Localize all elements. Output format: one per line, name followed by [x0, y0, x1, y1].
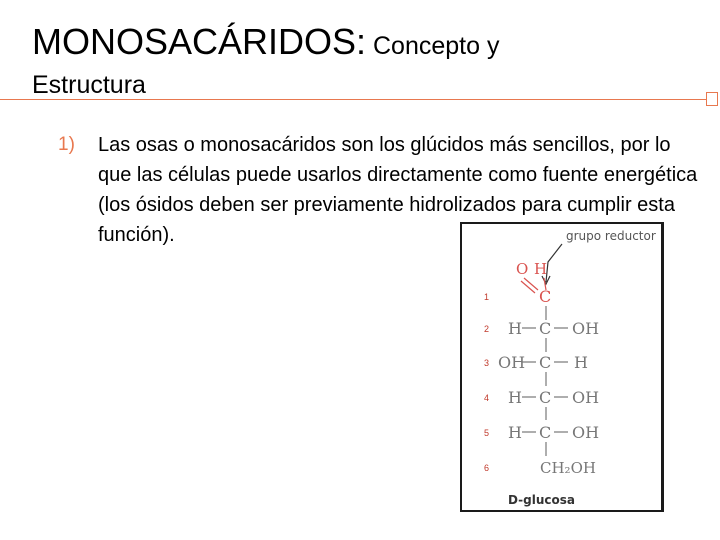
slide-title-line2: Estructura	[32, 71, 146, 99]
carbon-number-3: 3	[484, 358, 490, 368]
carbon-3: C	[539, 353, 552, 372]
carbonyl-double-bond-1	[524, 278, 538, 290]
figure-caption: D-glucosa	[508, 493, 576, 507]
carbonyl-double-bond-2	[521, 281, 535, 293]
carbonyl-hydrogen: H	[534, 260, 548, 278]
c5-right: OH	[572, 423, 600, 442]
slide-title-main: MONOSACÁRIDOS:	[32, 21, 367, 62]
carbon-number-2: 2	[484, 324, 490, 334]
carbon-2: C	[539, 319, 552, 338]
glucose-structure-figure	[460, 222, 664, 512]
carbon-number-6: 6	[484, 463, 490, 473]
c4-left: H	[508, 388, 522, 407]
slide-title-sub: Concepto y	[366, 32, 500, 60]
list-number: 1)	[58, 134, 75, 155]
title-accent-box	[706, 92, 718, 106]
carbon-5: C	[539, 423, 552, 442]
carbon-4: C	[539, 388, 552, 407]
c5-left: H	[508, 423, 522, 442]
c2-left: H	[508, 319, 522, 338]
carbon-number-1: 1	[484, 292, 490, 302]
c6-group: CH₂OH	[540, 459, 596, 477]
list-text: Las osas o monosacáridos son los glúcidos más sencillos, por lo que las células puede usarlos directamente como fuente energética (los ósidos deben ser previamente hidrolizados para cumplir esta función).	[98, 134, 698, 246]
carbon-number-5: 5	[484, 428, 490, 438]
c2-right: OH	[572, 319, 600, 338]
glucose-diagram	[462, 224, 666, 514]
title-accent-line	[0, 99, 706, 100]
carbon-1: C	[539, 287, 552, 306]
reductor-arrow	[546, 244, 562, 282]
figure-top-label: grupo reductor	[566, 229, 656, 243]
slide-title	[32, 20, 499, 68]
carbon-number-4: 4	[484, 393, 490, 403]
c4-right: OH	[572, 388, 600, 407]
c3-left: OH	[498, 353, 526, 372]
c3-right: H	[574, 353, 588, 372]
carbonyl-oxygen: O	[516, 260, 529, 278]
